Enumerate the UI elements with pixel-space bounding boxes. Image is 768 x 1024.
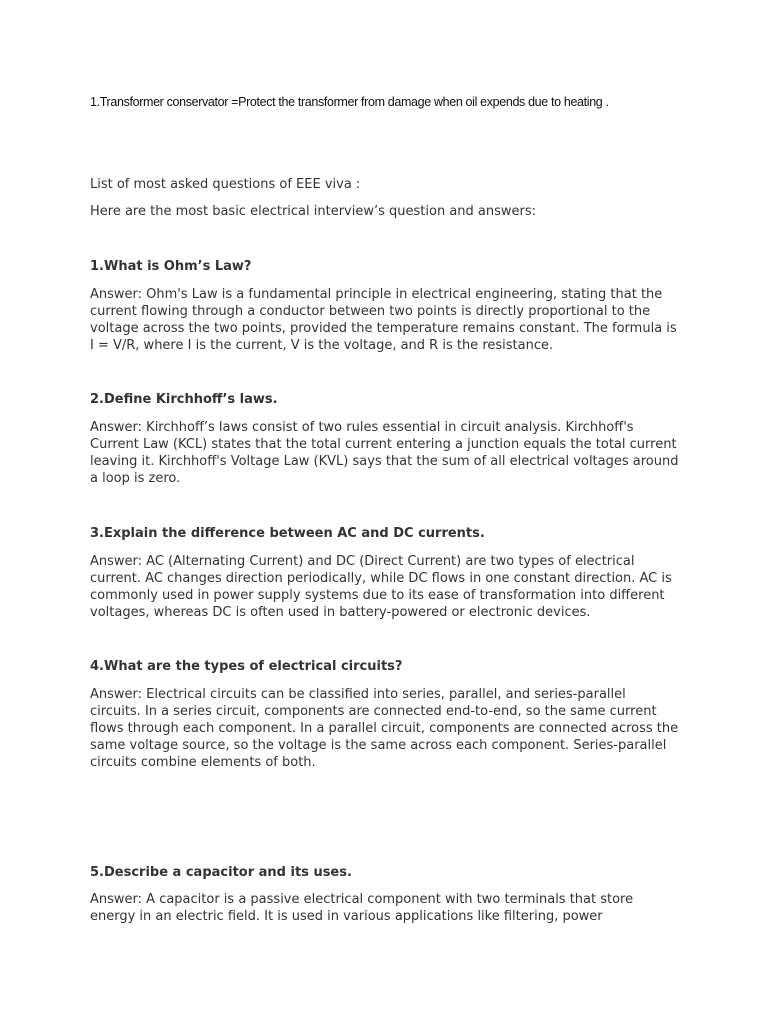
answer-2: Answer: Kirchhoff’s laws consist of two rules essential in circuit analysis. Kirchhoff's Current Law (KCL) states that the total current entering a junction equals the total current leaving it. Kirchhoff's Voltage Law (KVL) says that the sum of all electrical voltages around a loop is zero. (90, 420, 679, 486)
answer-4: Answer: Electrical circuits can be classified into series, parallel, and series-parallel circuits. In a series circuit, components are connected end-to-end, so the same current flows through each component. In a parallel circuit, components are connected across the same voltage source, so the voltage is the same across each component. Series-parallel circuits combine elements of both. (90, 687, 679, 770)
question-3: 3.Explain the difference between AC and DC currents. (90, 526, 485, 541)
question-2: 2.Define Kirchhoff’s laws. (90, 392, 278, 407)
question-5: 5.Describe a capacitor and its uses. (90, 865, 352, 880)
question-1: 1.What is Ohm’s Law? (90, 259, 252, 274)
question-4: 4.What are the types of electrical circuits? (90, 659, 403, 674)
intro-line: List of most asked questions of EEE viva : (90, 177, 361, 192)
answer-1: Answer: Ohm's Law is a fundamental principle in electrical engineering, stating that the current flowing through a conductor between two points is directly proportional to the voltage across the two points, provided the temperature remains constant. The formula is I = V/R, where I is the current, V is the voltage, and R is the resistance. (90, 287, 677, 353)
answer-5: Answer: A capacitor is a passive electrical component with two terminals that store energy in an electric field. It is used in various applications like filtering, power (90, 892, 634, 924)
transformer-note: 1.Transformer conservator =Protect the transformer from damage when oil expends due to heating . (90, 95, 609, 109)
answer-3: Answer: AC (Alternating Current) and DC (Direct Current) are two types of electrical current. AC changes direction periodically, while DC flows in one constant direction. AC is commonly used in power supply systems due to its ease of transformation into different voltages, whereas DC is often used in battery-powered or electronic devices. (90, 554, 672, 620)
lead-line: Here are the most basic electrical interview’s question and answers: (90, 204, 537, 219)
